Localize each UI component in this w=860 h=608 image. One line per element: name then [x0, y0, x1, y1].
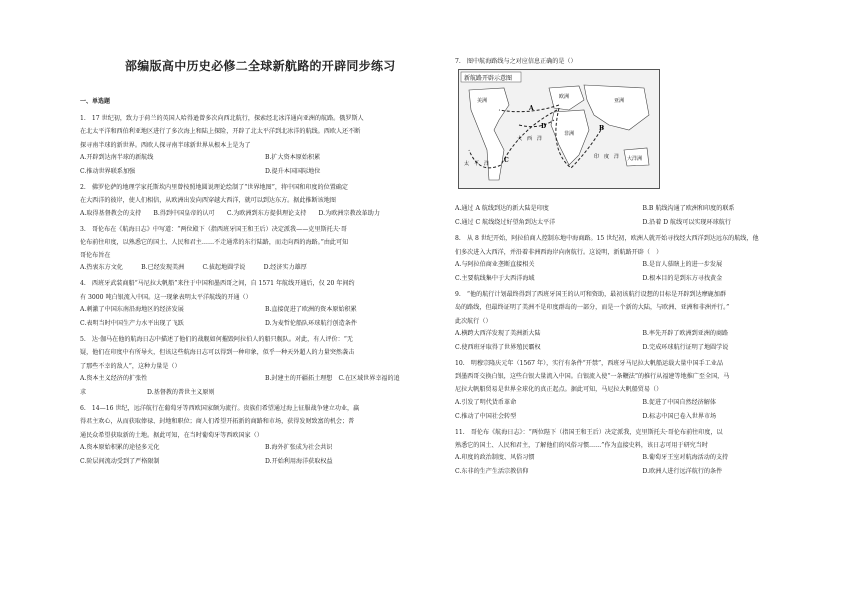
map-label-africa: 非洲: [564, 131, 575, 137]
q2-options: A.取得基督教会的支持 B.得到中国皇帝的认可 C.为欧洲到东方提供理论支持 D.为欧洲宗教改革助力: [80, 209, 380, 217]
map-label-indian: 印 度 洋: [594, 154, 620, 160]
q6-option: A.资本原始积累的途径多元化: [80, 443, 160, 451]
q11-option: D.欧洲人进行远洋航行的条件: [642, 468, 723, 476]
q8-line: 们多次进入大西洋，并沿着非洲西海岸向南航行。这说明，新航路开辟（ ）: [455, 248, 663, 256]
q6-line: 通民众希望获取新的土地。据此可知，在当时葡萄牙等西欧国家（）: [80, 431, 263, 439]
q9-line: 此次航行（）: [455, 317, 492, 325]
q5-line: 疑，他们在印度中有所导火，但该这些航海日志可以得到一种印象，似乎一种天外超人的力量突然袭击: [80, 349, 355, 357]
q3-line: 3. 哥伦布在《航海日志》中写道：“两位殿下（指西班牙国王和王后）决定派我——克里斯托夫·哥: [80, 225, 347, 233]
q11-option: B.葡萄牙王室对航海活动的支持: [642, 454, 729, 462]
q5-option: B.封建主的开疆拓土理想 C.在区域世界幸福的追: [265, 374, 400, 382]
q10-option: D.标志中国已卷入世界市场: [642, 412, 717, 420]
q7-option: D.沿着 D 航线可以实现环球航行: [642, 219, 731, 227]
map-label-europe: 欧洲: [559, 94, 570, 100]
q11-line: 11. 哥伦布《航海日志》：“两位陛下（指国王和王后）决定派我，克里斯托夫·哥伦布前往印度，以: [455, 428, 723, 436]
map-label-b: B: [599, 125, 605, 132]
q6-option: B.海外扩张成为社会共识: [265, 443, 333, 451]
q1-option: D.提升本国国际地位: [265, 167, 321, 175]
q8-option: C.主要航线集中于大西洋海域: [455, 274, 535, 282]
voyage-map: [458, 69, 660, 189]
q4-line: 有 3000 吨白银流入中国。这一现象表明太平洋航线的开通（）: [80, 293, 252, 301]
q8-line: 8. 从 8 世纪开始，阿拉伯商人控制东地中海商路。15 世纪初，欧洲人就开始寻找经大西洋到达远东的航线，他: [455, 235, 759, 243]
map-label-pacific: 太 平 洋: [464, 161, 490, 167]
q4-option: C.表明当时中国生产力水平出现了飞跃: [80, 320, 184, 327]
q1-line: 在北太平洋和西伯利亚地区进行了多次海上和陆上探险，开辟了北太平洋到北冰洋的航线。西欧人还不断: [80, 128, 361, 136]
q10-line: 到墨西哥交换白银，这些白银大量流入中国。白银流入使“一条鞭法”的推行从福建等地推广至全国，马: [455, 373, 730, 381]
q8-option: A.与阿拉伯商业垄断直接相关: [455, 260, 535, 268]
q10-option: B.促进了中国自然经济解体: [642, 398, 716, 406]
q2-line: 2. 佛罗伦萨的地理学家托斯坎内里曾按照地圆说理论绘制了“世界地图”，将中国和印度的位置确定: [80, 183, 348, 191]
q4-option: B.直接促进了欧洲的资本原始积累: [265, 306, 357, 313]
q5-option: A.资本主义经济的扩张性: [80, 374, 148, 382]
q5-line: 5. 达·伽马在他的航海日志中描述了他们的战舰如何摧毁阿拉伯人的船只舰队。对此，有人评价：“无: [80, 336, 353, 343]
q3-line: 伦布前往印度，以熟悉它的国土、人民和君主……不走通常的东行陆路，而走向西的海路。”由此可知: [80, 238, 349, 246]
q7-line: 7. 图中航海路线与之对应信息正确的是（）: [455, 58, 577, 65]
q8-option: B.是盲人慕瞎上的进一步发展: [642, 260, 723, 268]
q1-line: 探寻南半球的新世界。西欧人探寻南半球新世界从根本上是为了: [80, 141, 251, 149]
map-label-atlantic: 大 西 洋: [517, 136, 543, 142]
map-label-asia: 亚洲: [614, 98, 625, 104]
q4-line: 4. 西班牙武装商船“马尼拉大帆船”来往于中国和墨西哥之间，自 1571 年航线开通后，仅 20 年间约: [80, 280, 355, 288]
map-label-c: C: [504, 157, 509, 164]
q9-line: 岛的路线，但最终证明了美洲不是印度群岛的一部分，而是一个新的大陆，与欧洲、亚洲和非洲并行。”: [455, 304, 730, 312]
section-heading: 一、单选题: [80, 98, 111, 105]
q4-option: D.为麦哲伦船队环球航行创造条件: [265, 320, 357, 327]
q11-option: C.东非的生产生活宗教信仰: [455, 468, 529, 476]
q10-line: 尼拉大帆船贸易是世界全球化的真正起点。据此可知，马尼拉大帆船贸易（）: [455, 386, 663, 394]
q6-line: 6. 14—16 世纪，远洋航行在葡萄牙等西欧国家颇为流行。贵族们希望通过海上征服战争建立功业，赢: [80, 404, 360, 412]
q1-option: B.扩大资本原始积累: [265, 153, 321, 161]
q1-option: C.推动世界联系加强: [80, 167, 136, 175]
q7-option: A.通过 A 航线到达的新大陆是印度: [455, 205, 549, 213]
map-label-a: A: [529, 105, 534, 112]
q3-line: 哥伦布旨在: [80, 252, 111, 260]
q9-option: B.率先开辟了欧洲到亚洲的商路: [642, 329, 729, 337]
q9-line: 9. “他的航行计划最终得到了西班牙国王的认可和资助，最初该航行设想的目标是开辟到达摩鹿加群: [455, 290, 726, 298]
q6-line: 得君主欢心，从而获取俸禄、封地和职位；商人们希望开拓新的商路和市场，获得发财致富的机会；普: [80, 418, 355, 426]
q1-option: A.开辟到达南半球的新航线: [80, 153, 154, 161]
q11-option: A.印度的政治制度、风俗习惯: [455, 454, 535, 462]
q1-line: 1. 17 世纪初，致力于荷兰的英国人哈得逊曾多次向西北航行，探索经北冰洋通向亚洲的航路。俄罗斯人: [80, 115, 364, 122]
q8-option: D.根本目的是到东方寻找黄金: [642, 274, 723, 282]
map-title: 新航路开辟示意图: [464, 75, 513, 82]
q5-option: 求 D.基督教的普世主义原则: [80, 388, 215, 396]
map-label-america: 美洲: [477, 98, 488, 104]
q4-option: A.刺激了中国东南沿海地区的经济发展: [80, 306, 184, 313]
map-label-d: D: [541, 123, 547, 130]
map-label-oceania: 大洋洲: [627, 156, 643, 162]
q7-option: C.通过 C 航线绕过好望角到达太平洋: [455, 219, 556, 227]
voyage-map-svg: [459, 70, 659, 188]
q3-options: A.热衷东方文化 B.已经发现美洲 C.拔起地圆学说 D.经济实力雄厚: [80, 264, 307, 272]
q6-option: D.开始利用海洋获取权益: [265, 457, 333, 465]
q9-option: C.使西班牙取得了世界殖民霸权: [455, 343, 541, 351]
q9-option: D.完成环球航行证明了地圆学说: [642, 343, 729, 351]
q10-line: 10. 明穆宗隆庆元年（1567 年），实行有条件“开禁”，西班牙马尼拉大帆船运载大量中国手工业品: [455, 359, 723, 367]
q10-option: A.引发了明代货币革命: [455, 398, 517, 406]
page-title: 部编版高中历史必修二全球新航路的开辟同步练习: [125, 59, 396, 73]
q10-option: C.推动了中国社会转型: [455, 412, 517, 420]
q9-option: A.横跨大西洋发现了美洲新大陆: [455, 329, 541, 337]
q6-option: C.阶层间流动受到了严格限制: [80, 457, 160, 465]
q11-line: 熟悉它的国土、人民和君主，了解他们的风俗习惯……”作为直接史料，该日志可用于研究当时: [455, 442, 708, 449]
q2-line: 在大西洋的彼岸，使人们相信，从欧洲出发向西穿越大西洋，就可以到达东方。据此推断该地图: [80, 197, 336, 205]
q7-option: B.B 航线沟通了欧洲和印度的联系: [642, 205, 735, 213]
q5-line: 了那些不幸的敌人”，这种力量是（）: [80, 362, 181, 370]
